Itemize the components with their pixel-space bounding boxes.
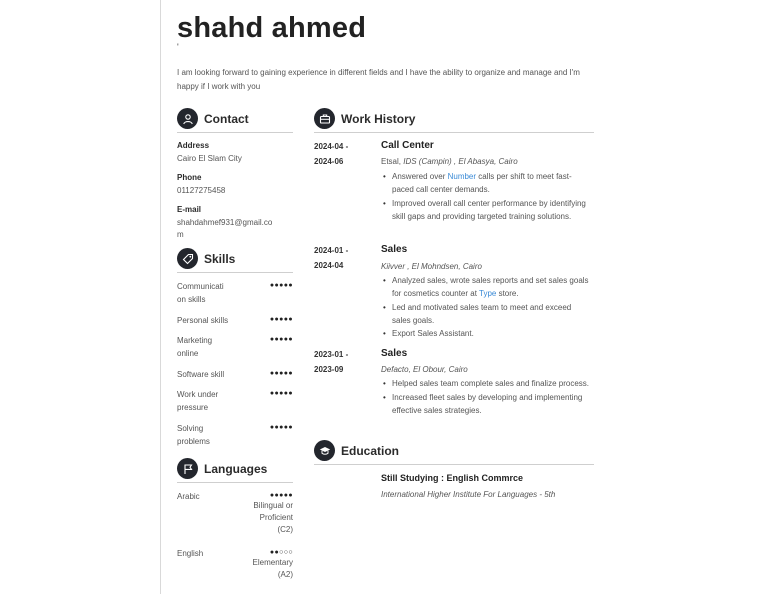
job-company [381, 157, 518, 166]
job-date-start: 2024-01 - [314, 246, 349, 255]
skill-rating: ●●●●● [269, 390, 293, 397]
job-company [381, 365, 468, 374]
skill-name-line: Personal skills [177, 316, 229, 325]
header-tick: ' [177, 42, 179, 52]
skill-item [177, 314, 293, 327]
contact-title: Contact [204, 111, 249, 126]
job-bullets [392, 377, 592, 417]
skill-rating: ●●●●● [269, 424, 293, 431]
job-bullet [392, 301, 592, 327]
email-value-line2[interactable]: m [177, 230, 184, 239]
skill-name-line: Solving [177, 424, 204, 433]
phone-value: 01127275458 [177, 186, 226, 195]
skill-item [177, 280, 293, 306]
skill-name-line: Marketing [177, 336, 213, 345]
job-bullet [392, 197, 592, 223]
skill-item [177, 388, 293, 414]
email-label: E-mail [177, 205, 202, 214]
language-rating: ●●○○○ [269, 549, 293, 556]
language-level-line: (A2) [277, 570, 293, 579]
language-rating: ●●●●● [269, 492, 293, 499]
job-dates [314, 243, 348, 273]
skill-item [177, 422, 293, 448]
type-link[interactable]: Type [479, 289, 497, 298]
language-level [233, 557, 293, 581]
job-bullet [392, 377, 592, 390]
company-italic: IDS (Campin) , El Abasya, Cairo [403, 157, 518, 166]
flag-icon [177, 458, 198, 479]
language-level-line: Proficient [259, 513, 293, 522]
language-level-line: Elementary [252, 558, 293, 567]
skills-divider [177, 272, 293, 273]
language-level [233, 500, 293, 536]
phone-label: Phone [177, 173, 202, 182]
skill-name-line: on skills [177, 295, 206, 304]
education-degree: Still Studying : English Commrce [381, 473, 524, 483]
briefcase-icon [314, 108, 335, 129]
skill-name-line: pressure [177, 403, 209, 412]
company-italic: Kiivver , El Mohndsen, Cairo [381, 262, 482, 271]
skill-name-line: Communicati [177, 282, 224, 291]
tag-icon [177, 248, 198, 269]
skill-rating: ●●●●● [269, 370, 293, 377]
profile-summary: I am looking forward to gaining experience in different fields and I have the ability to organize and manage and I'm happy if I work with you [177, 68, 580, 91]
bullet-text: calls per shift to meet fast-paced call center demands. [392, 172, 572, 194]
job-bullet [392, 391, 592, 417]
contact-block [177, 141, 293, 241]
job-company [381, 262, 482, 271]
skill-name-line: Work under [177, 390, 219, 399]
education-school: International Higher Institute For Languages - 5th [381, 490, 556, 499]
bullet-text: Increased fleet sales by developing and implementing effective sales strategies. [392, 392, 583, 415]
person-icon [177, 108, 198, 129]
address-label: Address [177, 141, 210, 150]
job-dates [314, 347, 348, 377]
work-history-title: Work History [341, 111, 416, 126]
language-name: Arabic [177, 492, 200, 501]
languages-heading [177, 458, 267, 479]
education-heading [314, 440, 399, 461]
graduation-cap-icon [314, 440, 335, 461]
language-name: English [177, 549, 204, 558]
contact-divider [177, 132, 293, 133]
job-date-start: 2023-01 - [314, 350, 349, 359]
work-history-heading [314, 108, 415, 129]
job-title: Sales [381, 244, 408, 255]
bullet-text: Helped sales team complete sales and finalize process. [392, 379, 589, 388]
bullet-text: Analyzed sales, wrote sales reports and set sales goals for cosmetics counter at [392, 276, 589, 298]
job-bullet [392, 327, 592, 340]
skill-rating: ●●●●● [269, 336, 293, 343]
job-date-end: 2024-04 [314, 261, 344, 270]
job-bullets [392, 274, 592, 341]
page-edge-line [160, 0, 161, 594]
skill-item [177, 334, 293, 360]
number-link[interactable]: Number [447, 172, 477, 181]
address-value: Cairo El Slam City [177, 154, 242, 163]
skill-rating: ●●●●● [269, 282, 293, 289]
job-date-end: 2023-09 [314, 365, 344, 374]
skill-name-line: online [177, 349, 199, 358]
language-level-line: (C2) [277, 525, 293, 534]
company-plain: Etsal, [381, 157, 404, 166]
languages-title: Languages [204, 461, 268, 476]
bullet-text: store. [496, 289, 519, 298]
bullet-text: Answered over [392, 172, 448, 181]
contact-heading [177, 108, 249, 129]
bullet-text: Export Sales Assistant. [392, 329, 474, 338]
language-level-line: Bilingual or [253, 501, 293, 510]
email-value-line1[interactable]: shahdahmef931@gmail.co [177, 218, 273, 227]
education-title: Education [341, 443, 400, 458]
skill-rating: ●●●●● [269, 316, 293, 323]
skill-name-line: Software skill [177, 370, 225, 379]
job-dates [314, 139, 348, 169]
candidate-name: shahd ahmed [177, 12, 367, 44]
job-bullet [392, 274, 592, 300]
languages-divider [177, 482, 293, 483]
bullet-text: Improved overall call center performance by identifying skill gaps and providing targeted training solutions. [392, 198, 586, 221]
company-italic: Defacto, El Obour, Cairo [381, 365, 468, 374]
job-title: Call Center [381, 140, 434, 151]
skill-item [177, 368, 293, 381]
skills-title: Skills [204, 251, 236, 266]
skills-heading [177, 248, 235, 269]
education-divider [314, 464, 594, 465]
job-date-end: 2024-06 [314, 157, 344, 166]
job-bullet [392, 170, 592, 196]
skill-name-line: problems [177, 437, 210, 446]
job-date-start: 2024-04 - [314, 142, 349, 151]
work-history-divider [314, 132, 594, 133]
job-bullets [392, 170, 592, 223]
bullet-text: Led and motivated sales team to meet and exceed sales goals. [392, 302, 572, 325]
job-title: Sales [381, 348, 408, 359]
